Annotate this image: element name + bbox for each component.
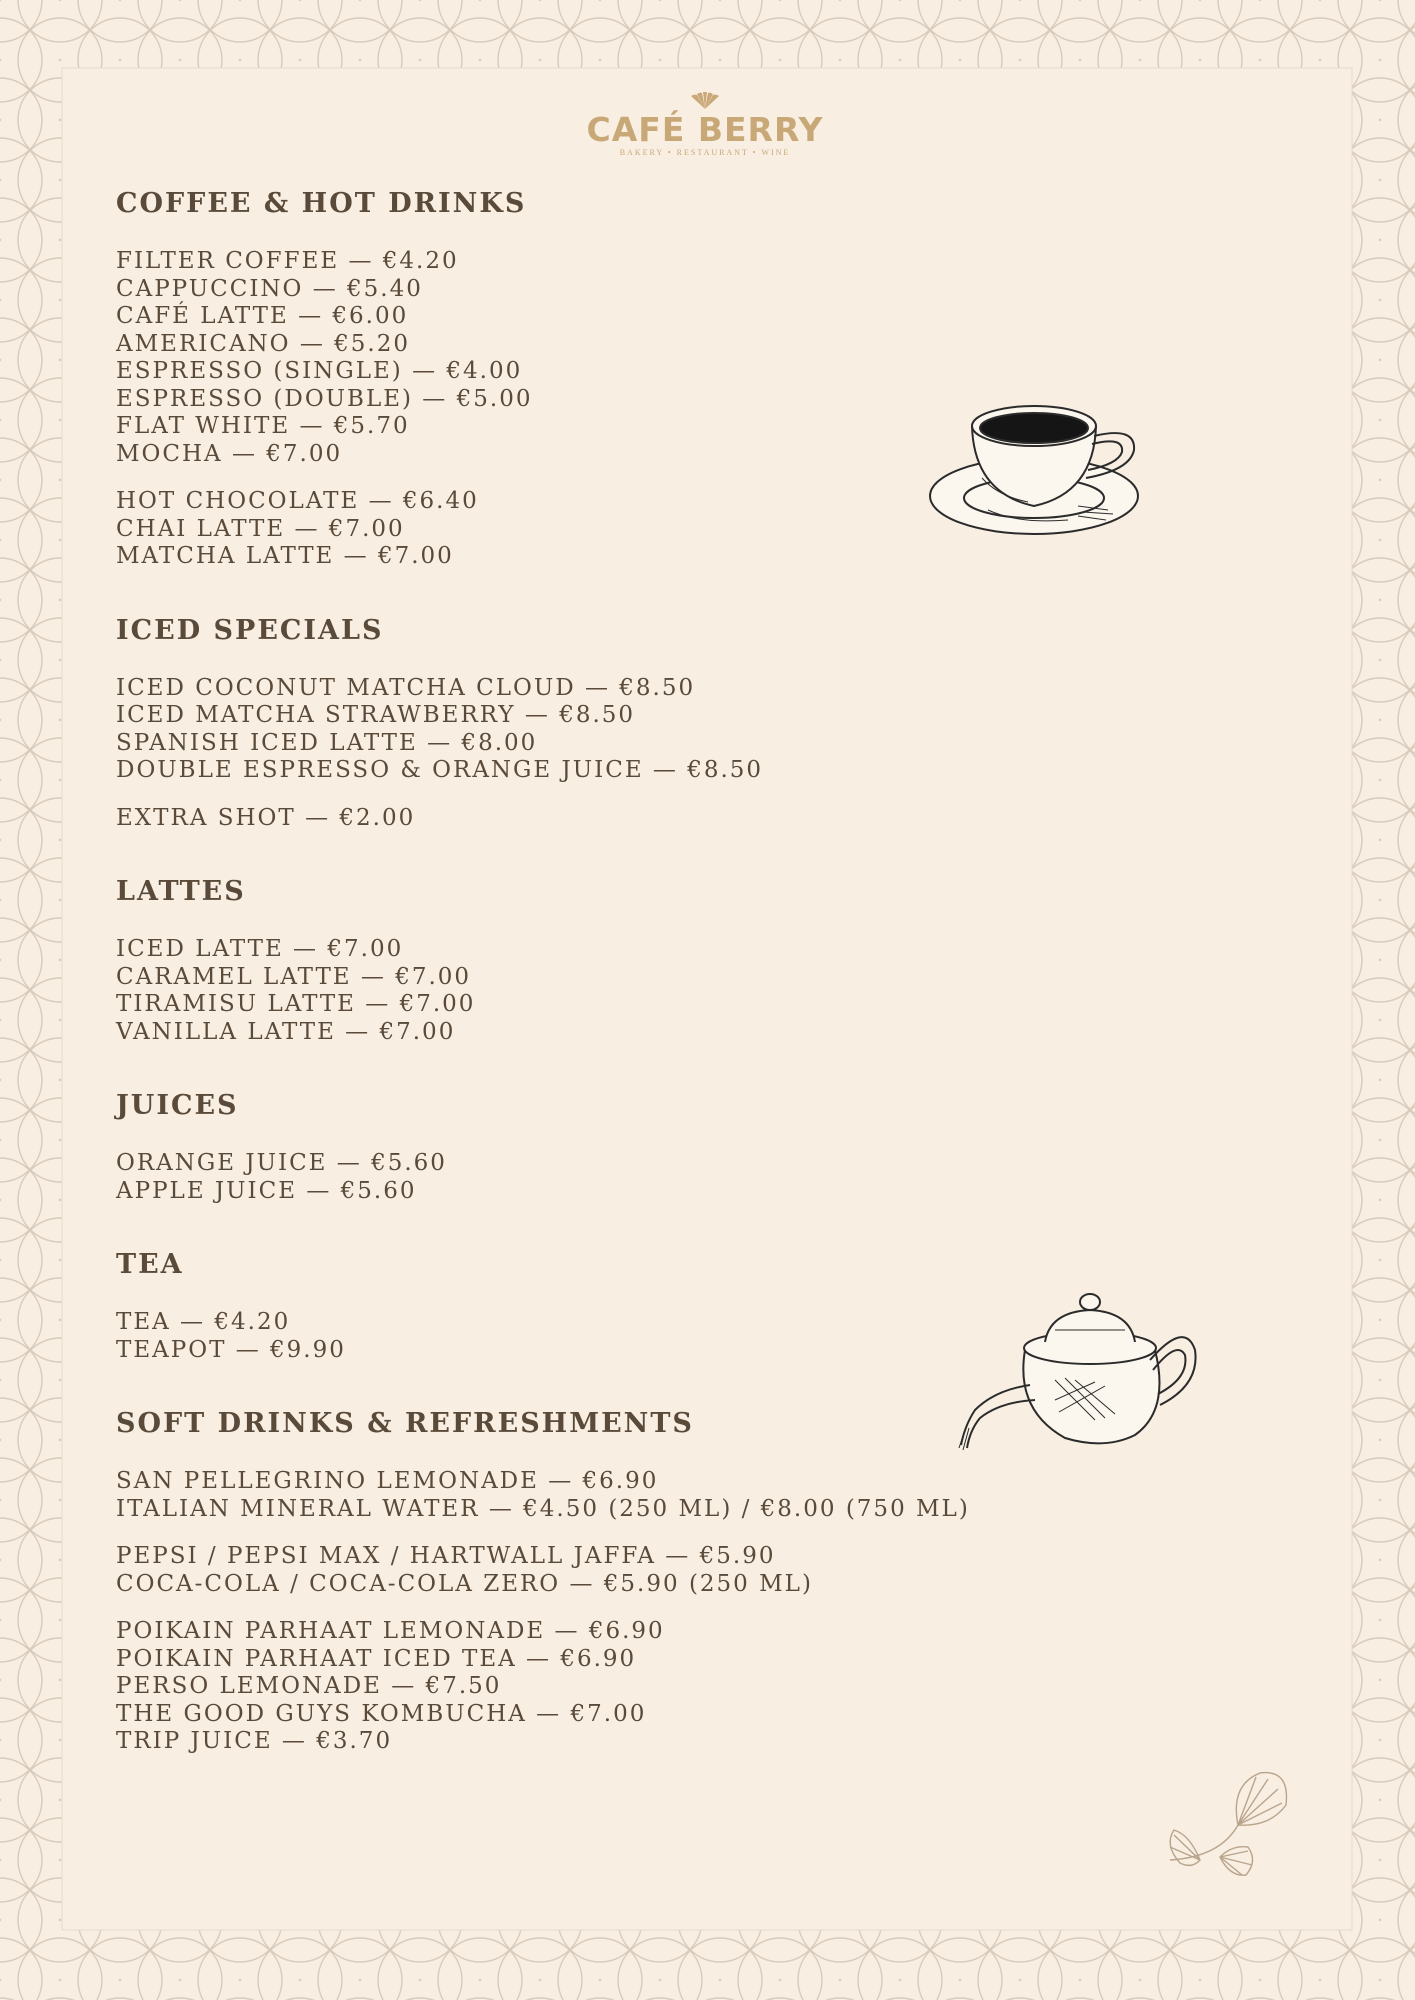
item-group <box>116 805 1016 833</box>
teapot-icon <box>955 1290 1205 1450</box>
section-juices <box>116 1082 1016 1205</box>
menu-item: FLAT WHITE — €5.70 <box>116 413 410 439</box>
shell-fan-icon <box>685 92 725 110</box>
section-iced-specials <box>116 607 1016 833</box>
item-group <box>116 1309 1016 1364</box>
item-group <box>116 675 1016 785</box>
menu-item: ICED COCONUT MATCHA CLOUD — €8.50 <box>116 674 696 701</box>
menu-item: ESPRESSO (SINGLE) — €4.00 <box>116 358 523 384</box>
menu-item: POIKAIN PARHAAT ICED TEA — €6.90 <box>116 1645 637 1672</box>
section-title: LATTES <box>116 876 246 907</box>
item-group <box>116 488 1016 571</box>
coffee-cup-icon <box>928 398 1148 550</box>
brand-tagline: BAKERY • RESTAURANT • WINE <box>619 148 791 157</box>
section-soft-drinks <box>116 1400 1016 1756</box>
ginkgo-leaves-icon <box>1160 1765 1300 1890</box>
menu-item: CHAI LATTE — €7.00 <box>116 515 405 542</box>
menu-item: APPLE JUICE — €5.60 <box>116 1177 417 1204</box>
menu-item: PERSO LEMONADE — €7.50 <box>116 1673 502 1699</box>
menu-item: PEPSI / PEPSI MAX / HARTWALL JAFFA — €5.90 <box>116 1543 776 1569</box>
menu-item: ITALIAN MINERAL WATER — €4.50 (250 ML) / €8.00 (750 ML) <box>116 1495 970 1522</box>
menu-item: MOCHA — €7.00 <box>116 440 343 467</box>
section-title: SOFT DRINKS & REFRESHMENTS <box>116 1408 694 1439</box>
item-group <box>116 936 1016 1046</box>
item-group <box>116 248 1016 468</box>
menu-item: CAFÉ LATTE — €6.00 <box>116 303 409 329</box>
menu-item: TEAPOT — €9.90 <box>116 1336 346 1363</box>
menu-item: FILTER COFFEE — €4.20 <box>116 248 459 274</box>
section-title: TEA <box>116 1249 184 1280</box>
menu-item: CARAMEL LATTE — €7.00 <box>116 963 472 990</box>
item-group <box>116 1543 1016 1598</box>
menu-item: COCA-COLA / COCA-COLA ZERO — €5.90 (250 ML) <box>116 1570 813 1597</box>
menu-item: THE GOOD GUYS KOMBUCHA — €7.00 <box>116 1700 647 1727</box>
menu-item: CAPPUCCINO — €5.40 <box>116 275 423 302</box>
menu-item: AMERICANO — €5.20 <box>116 330 411 357</box>
section-lattes <box>116 868 1016 1046</box>
section-title: JUICES <box>116 1090 239 1121</box>
menu-item: EXTRA SHOT — €2.00 <box>116 804 416 831</box>
brand-name: CAFÉ BERRY <box>586 110 824 149</box>
cafe-logo <box>560 92 850 182</box>
section-title: ICED SPECIALS <box>116 614 384 646</box>
section-coffee-hot-drinks <box>116 180 1016 571</box>
menu-item: DOUBLE ESPRESSO & ORANGE JUICE — €8.50 <box>116 757 764 783</box>
menu-item: VANILLA LATTE — €7.00 <box>116 1018 456 1045</box>
menu-item: POIKAIN PARHAAT LEMONADE — €6.90 <box>116 1618 665 1644</box>
item-group <box>116 1150 1016 1205</box>
menu-item: TRIP JUICE — €3.70 <box>116 1728 393 1754</box>
menu-item: ESPRESSO (DOUBLE) — €5.00 <box>116 385 533 412</box>
menu-item: HOT CHOCOLATE — €6.40 <box>116 488 479 514</box>
menu-item: ICED LATTE — €7.00 <box>116 936 404 962</box>
section-title: COFFEE & HOT DRINKS <box>116 188 527 219</box>
section-tea <box>116 1241 1016 1364</box>
menu-item: ORANGE JUICE — €5.60 <box>116 1150 447 1176</box>
menu-item: TEA — €4.20 <box>116 1309 291 1335</box>
menu-item: TIRAMISU LATTE — €7.00 <box>116 991 476 1017</box>
menu-item: SAN PELLEGRINO LEMONADE — €6.90 <box>116 1468 659 1494</box>
item-group <box>116 1468 1016 1523</box>
menu-item: ICED MATCHA STRAWBERRY — €8.50 <box>116 702 636 728</box>
item-group <box>116 1618 1016 1756</box>
menu-item: MATCHA LATTE — €7.00 <box>116 543 454 569</box>
drinks-menu <box>116 180 1016 1792</box>
menu-item: SPANISH ICED LATTE — €8.00 <box>116 729 538 756</box>
